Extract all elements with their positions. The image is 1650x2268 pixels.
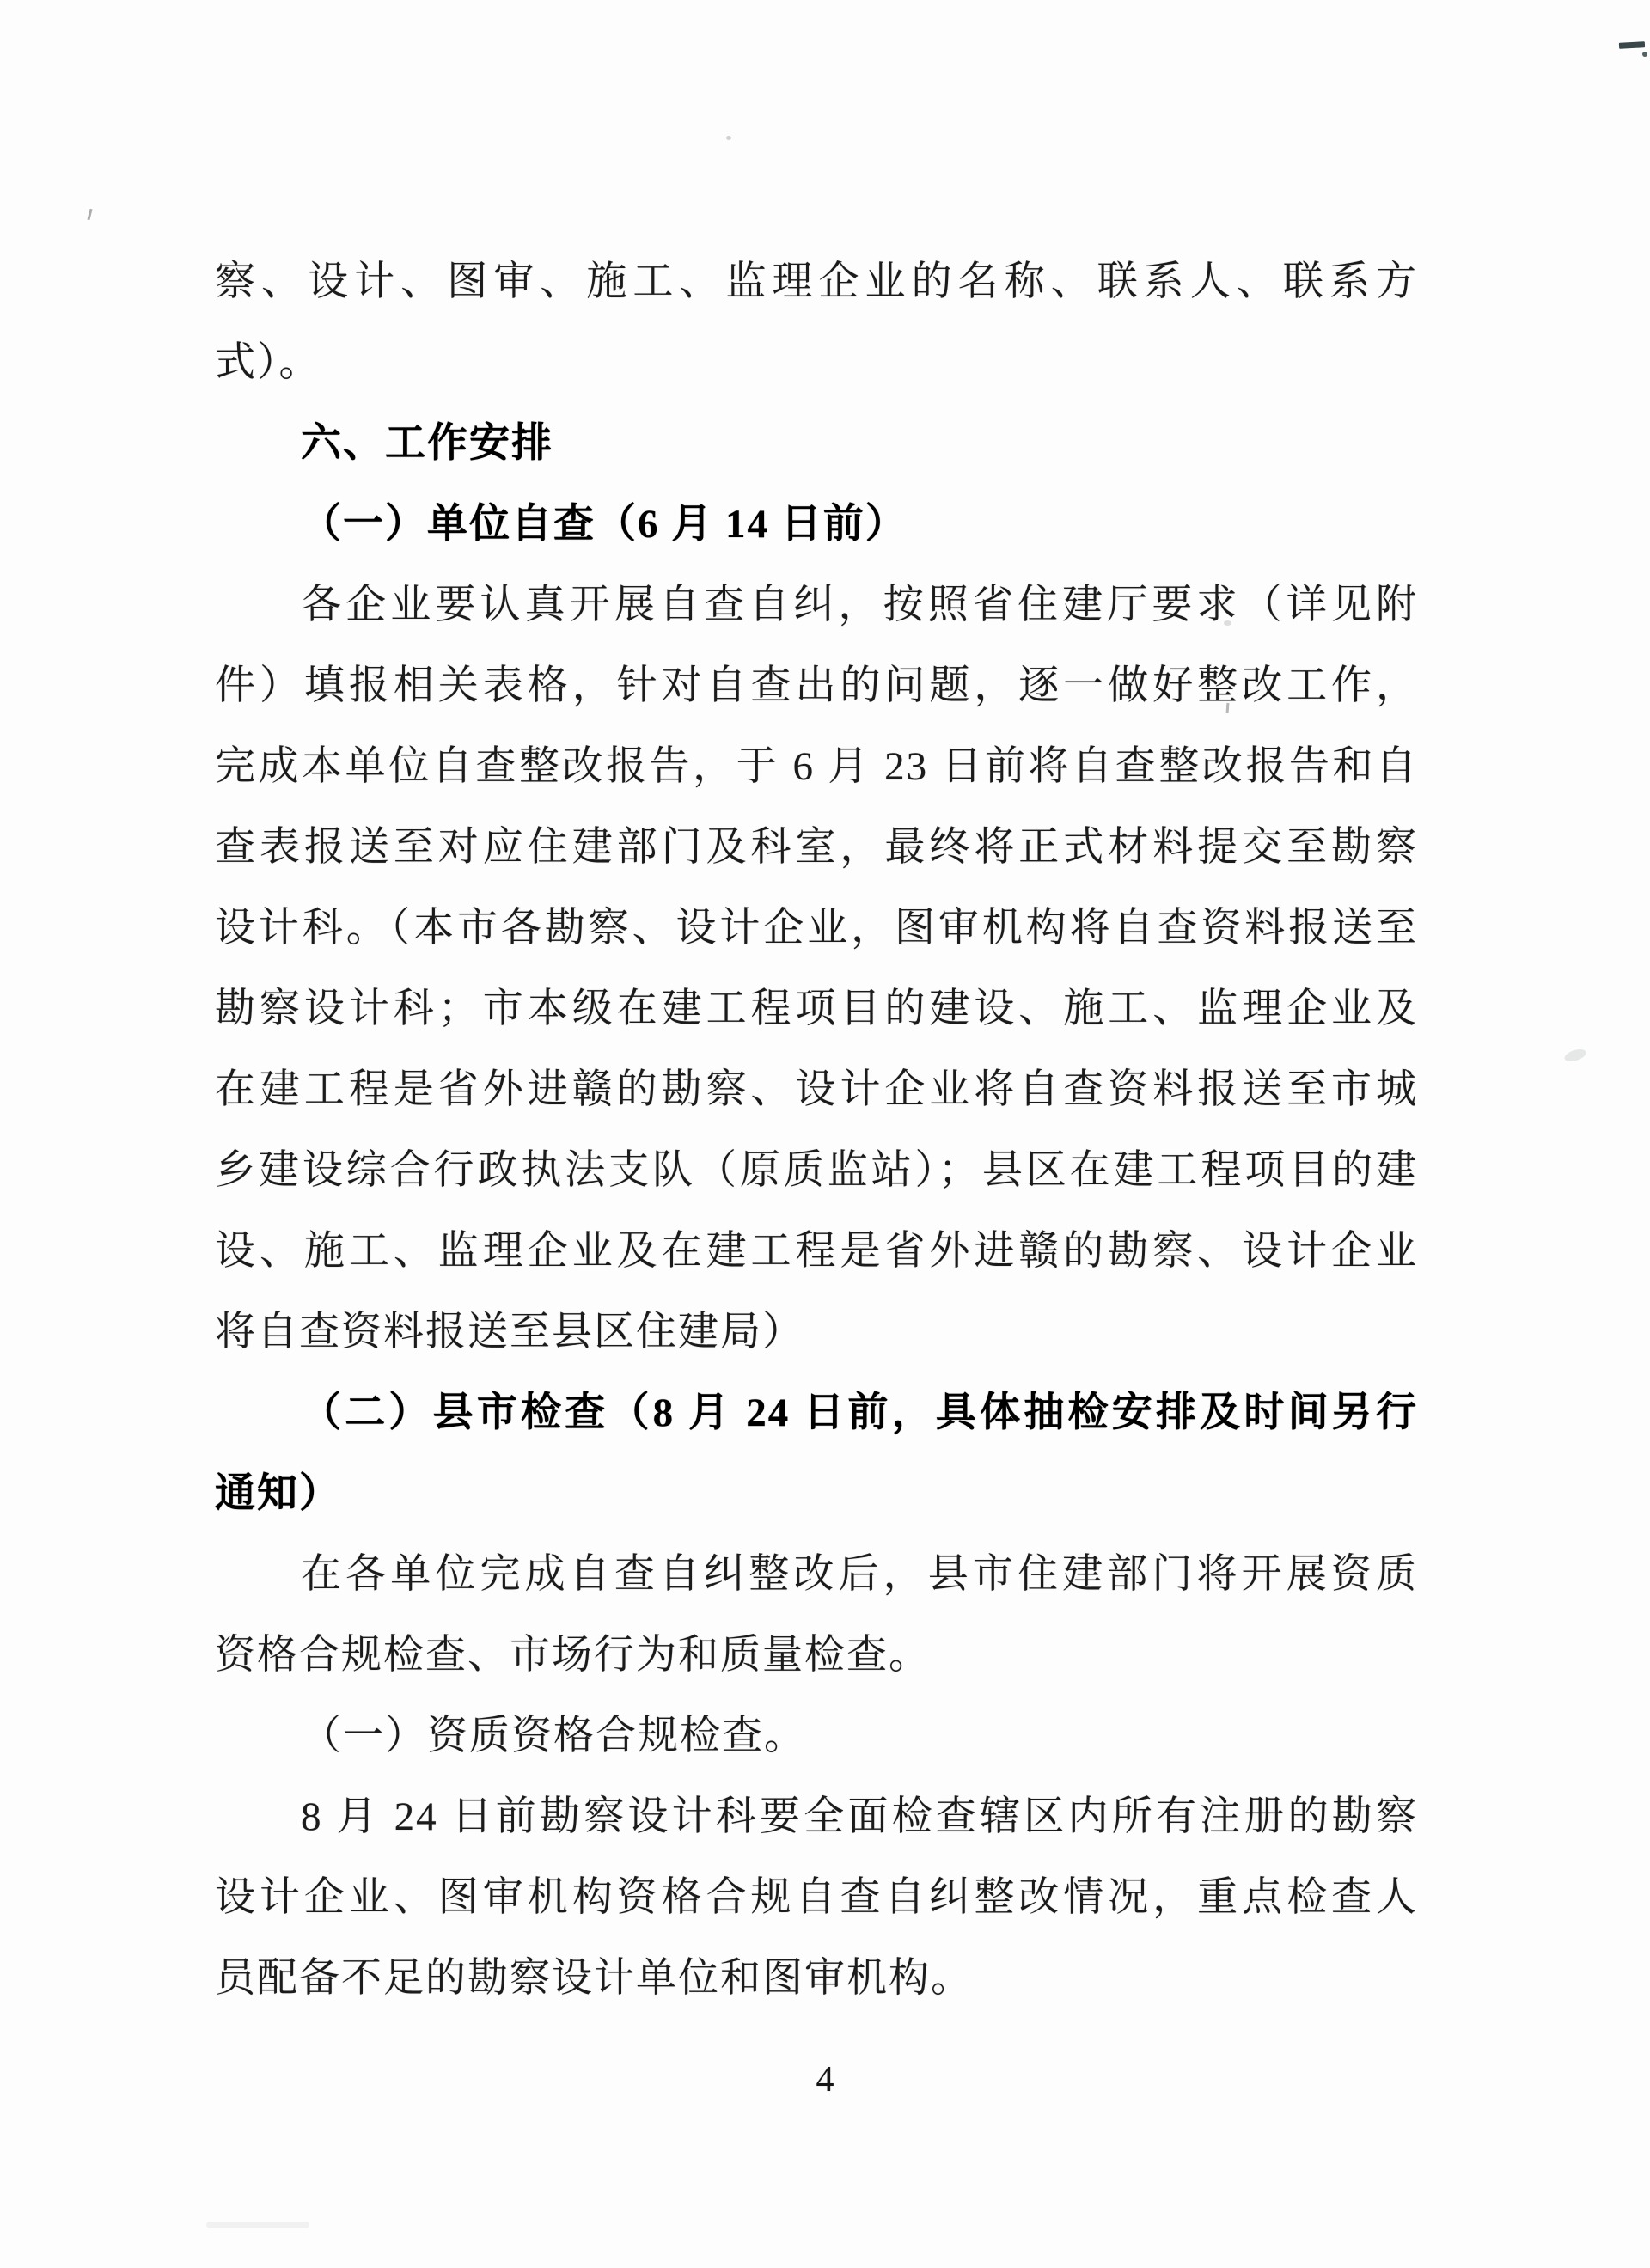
text-line: （一）资质资格合规检查。 bbox=[301, 1714, 806, 1758]
text-line: 察、设计、图审、施工、监理企业的名称、联系人、联系方 bbox=[215, 260, 1418, 304]
section-heading: 六、工作安排 bbox=[301, 421, 553, 466]
text-line: 8 月 24 日前勘察设计科要全面检查辖区内所有注册的勘察 bbox=[301, 1794, 1418, 1839]
page-number: 4 bbox=[816, 2060, 834, 2100]
subsection-heading: 通知） bbox=[215, 1471, 341, 1516]
text-line: 设、施工、监理企业及在建工程是省外进赣的勘察、设计企业 bbox=[215, 1229, 1418, 1274]
subsection-heading: （二）县市检查（8 月 24 日前，具体抽检安排及时间另行 bbox=[301, 1391, 1418, 1435]
text-line: 式）。 bbox=[215, 340, 321, 385]
text-line: 完成本单位自查整改报告，于 6 月 23 日前将自查整改报告和自 bbox=[215, 744, 1418, 789]
text-line: 在建工程是省外进赣的勘察、设计企业将自查资料报送至市城 bbox=[215, 1067, 1418, 1112]
scan-artifact bbox=[87, 209, 92, 220]
document-text-block bbox=[215, 241, 1418, 2019]
subsection-heading: （一）单位自查（6 月 14 日前） bbox=[301, 502, 908, 547]
text-line: 员配备不足的勘察设计单位和图审机构。 bbox=[215, 1956, 973, 2001]
scan-artifact bbox=[726, 136, 731, 140]
text-line: 设计企业、图审机构资格合规自查自纠整改情况，重点检查人 bbox=[215, 1875, 1418, 1920]
text-line: 设计科。（本市各勘察、设计企业，图审机构将自查资料报送至 bbox=[215, 906, 1418, 951]
text-line: 件）填报相关表格，针对自查出的问题，逐一做好整改工作， bbox=[215, 663, 1418, 708]
text-line: 将自查资料报送至县区住建局） bbox=[215, 1310, 804, 1354]
text-line: 在各单位完成自查自纠整改后，县市住建部门将开展资质 bbox=[301, 1552, 1418, 1597]
text-line: 查表报送至对应住建部门及科室，最终将正式材料提交至勘察 bbox=[215, 825, 1418, 870]
scan-artifact bbox=[1619, 41, 1645, 49]
scan-artifact bbox=[1642, 52, 1647, 57]
text-line: 各企业要认真开展自查自纠，按照省住建厅要求（详见附 bbox=[301, 583, 1418, 627]
text-line: 勘察设计科；市本级在建工程项目的建设、施工、监理企业及 bbox=[215, 987, 1418, 1031]
text-line: 乡建设综合行政执法支队（原质监站）；县区在建工程项目的建 bbox=[215, 1148, 1418, 1193]
scan-artifact bbox=[1563, 1047, 1587, 1063]
text-line: 资格合规检查、市场行为和质量检查。 bbox=[215, 1633, 931, 1678]
scan-artifact bbox=[206, 2222, 309, 2228]
